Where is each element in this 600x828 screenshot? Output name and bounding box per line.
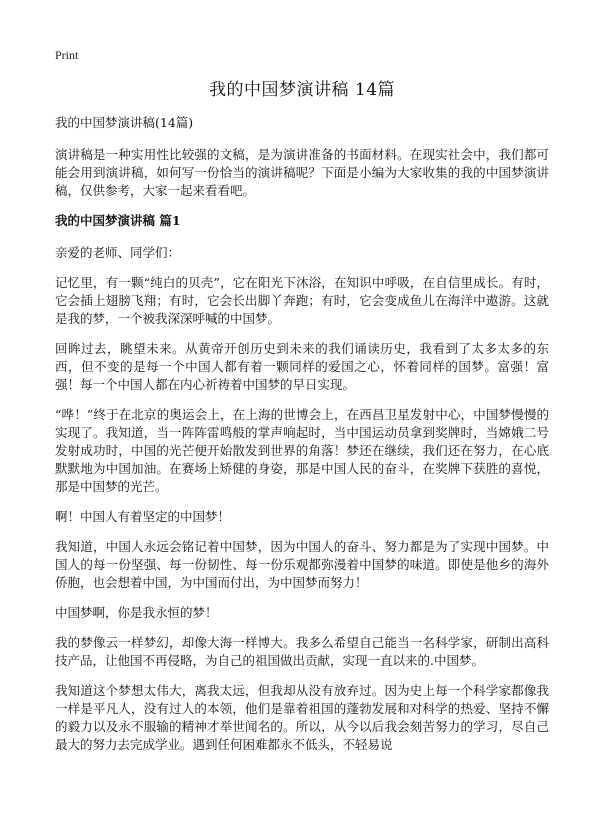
paragraph: “哗！”终于在北京的奥运会上，在上海的世博会上，在西昌卫星发射中心，中国梦慢慢的实现了。我知道，当一阵阵雷鸣般的掌声响起时，当中国运动员拿到奖牌时，当嫦娥二号发射成功时，中国的光芒便开始散发到世界的角落！梦还在继续，我们还在努力，在心底默默地为中国加油。在赛场上矫健的身姿，那是中国人民的奋斗，在奖牌下获胜的喜悦，那是中国梦的光芒。 [55, 407, 549, 494]
paragraph: 我知道这个梦想太伟大，离我太远，但我却从没有放弃过。因为史上每一个科学家都像我一样是平凡人，没有过人的本领，他们是靠着祖国的蓬勃发展和对科学的热爱、坚持不懈的毅力以及永不服输的精神才举世闻名的。所以，从今以后我会刻苦努力的学习，尽自己最大的努力去完成学业。遇到任何困难都永不低头，不轻易说 [55, 683, 549, 752]
paragraph: 亲爱的老师、同学们： [55, 245, 181, 260]
document-subtitle: 我的中国梦演讲稿(14篇) [55, 115, 194, 130]
paragraph: 啊！中国人有着坚定的中国梦！ [55, 509, 231, 524]
paragraph: 我的梦像云一样梦幻，却像大海一样博大。我多么希望自己能当一名科学家，研制出高科技产品，让他国不再侵略，为自己的祖国做出贡献，实现一直以来的.中国梦。 [55, 635, 549, 668]
intro-paragraph: 演讲稿是一种实用性比较强的文稿，是为演讲准备的书面材料。在现实社会中，我们都可能会用到演讲稿，如何写一份恰当的演讲稿呢？下面是小编为大家收集的我的中国梦演讲稿，仅供参考，大家一起来看看吧。 [55, 147, 549, 198]
document-title: 我的中国梦演讲稿 14篇 [208, 80, 396, 100]
paragraph: 中国梦啊，你是我永恒的梦！ [55, 605, 218, 620]
paragraph: 回眸过去，眺望未来。从黄帝开创历史到未来的我们诵读历史，我看到了太多太多的东西，但不变的是每一个中国人都有着一颗同样的爱国之心，怀着同样的国梦。富强！富强！每一个中国人都在内心祈祷着中国梦的早日实现。 [55, 341, 549, 392]
print-label[interactable]: Print [55, 48, 79, 62]
paragraph: 我知道，中国人永远会铭记着中国梦，因为中国人的奋斗、努力都是为了实现中国梦。中国人的每一份坚强、每一份韧性、每一份乐观都弥漫着中国梦的味道。即使是他乡的海外侨胞，也会想着中国，为中国而付出，为中国梦而努力！ [55, 539, 549, 590]
section-heading: 我的中国梦演讲稿 篇1 [55, 213, 181, 228]
paragraph: 记忆里，有一颗“纯白的贝壳”，它在阳光下沐浴，在知识中呼吸，在自信里成长。有时，它会插上翅膀飞翔；有时，它会长出脚丫奔跑；有时，它会变成鱼儿在海洋中遨游。这就是我的梦，一个被我深深呼喊的中国梦。 [55, 275, 549, 326]
document-body [55, 78, 549, 766]
